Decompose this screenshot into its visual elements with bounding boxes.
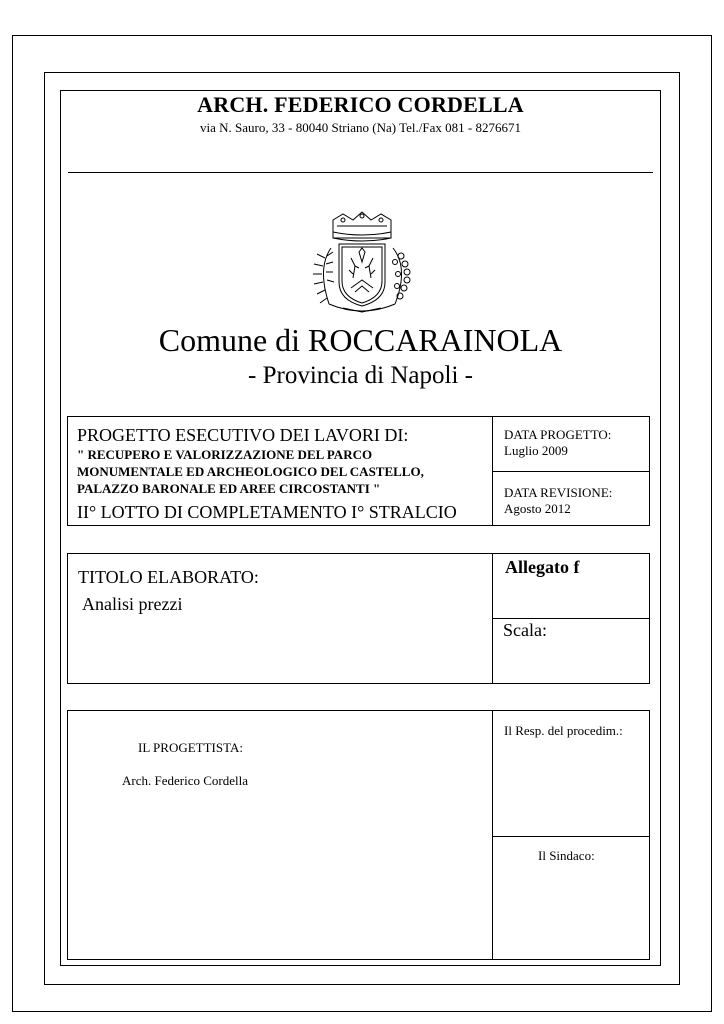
project-description-line-1: " RECUPERO E VALORIZZAZIONE DEL PARCO (77, 447, 373, 462)
data-revisione-label: DATA REVISIONE: (504, 485, 613, 500)
provincia-subtitle: - Provincia di Napoli - (248, 362, 473, 389)
resp-procedimento-label: Il Resp. del procedim.: (504, 723, 623, 738)
sindaco-divider (492, 836, 650, 837)
progettista-label: IL PROGETTISTA: (138, 740, 243, 755)
project-description-line-3: PALAZZO BARONALE ED AREE CIRCOSTANTI " (77, 481, 381, 496)
data-progetto-label: DATA PROGETTO: (504, 427, 612, 442)
project-heading: PROGETTO ESECUTIVO DEI LAVORI DI: (77, 425, 409, 445)
comune-title: Comune di ROCCARAINOLA (158, 322, 563, 358)
allegato-divider (492, 618, 650, 619)
signatures-box-divider (492, 710, 493, 960)
titolo-elaborato-value: Analisi prezzi (82, 594, 183, 614)
sindaco-label: Il Sindaco: (538, 848, 595, 863)
progettista-name: Arch. Federico Cordella (122, 773, 248, 788)
allegato-label: Allegato f (505, 557, 580, 577)
header-divider (68, 172, 653, 173)
architect-title: ARCH. FEDERICO CORDELLA (197, 92, 524, 117)
data-revisione-value: Agosto 2012 (504, 501, 571, 516)
titolo-elaborato-label: TITOLO ELABORATO: (78, 567, 259, 587)
date-divider (492, 471, 650, 472)
project-description-line-2: MONUMENTALE ED ARCHEOLOGICO DEL CASTELLO, (77, 464, 424, 479)
coat-of-arms-icon (303, 208, 421, 318)
architect-address: via N. Sauro, 33 - 80040 Striano (Na) Tel./Fax 081 - 8276671 (200, 120, 521, 135)
scala-label: Scala: (503, 620, 547, 640)
data-progetto-value: Luglio 2009 (504, 443, 568, 458)
project-lotto: II° LOTTO DI COMPLETAMENTO I° STRALCIO (77, 502, 457, 522)
